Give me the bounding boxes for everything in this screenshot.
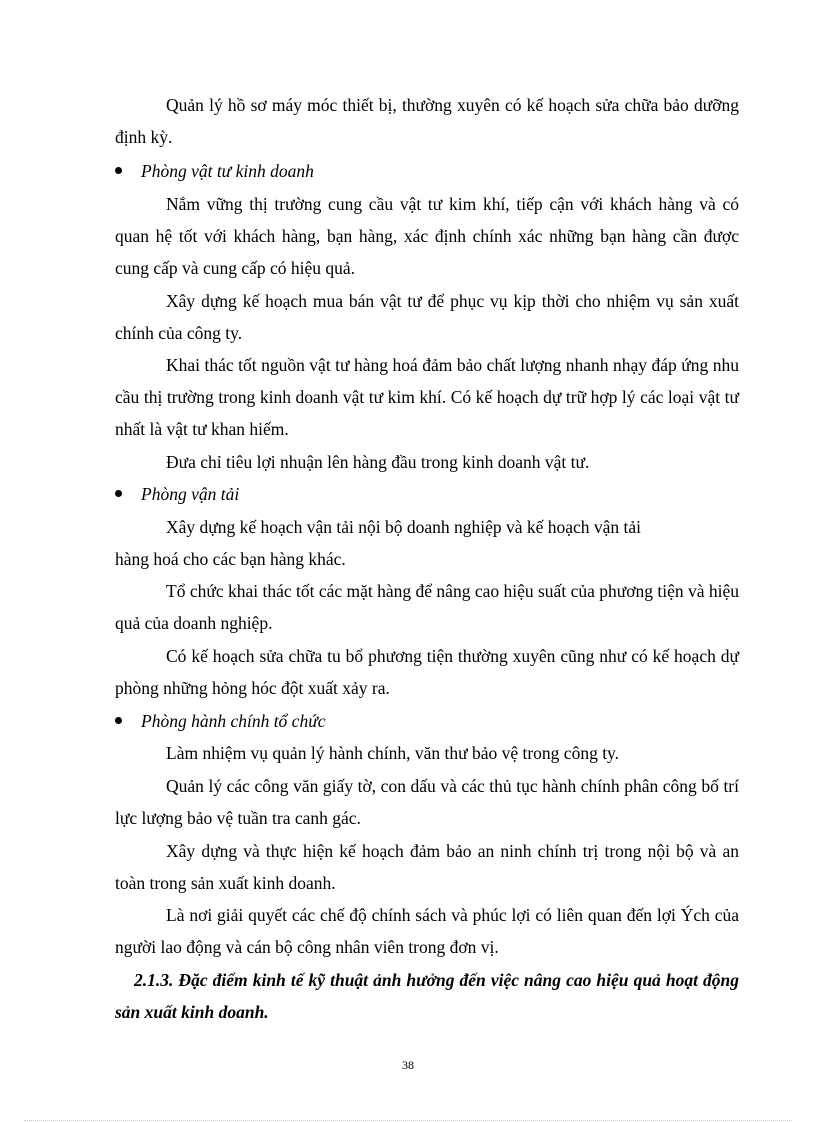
- paragraph: hàng hoá cho các bạn hàng khác.: [115, 549, 346, 569]
- bullet-item: [115, 478, 239, 510]
- bullet-label: Phòng vật tư kinh doanh: [141, 161, 314, 181]
- page-bottom-border: [24, 1120, 792, 1121]
- paragraph: Khai thác tốt nguồn vật tư hàng hoá đảm bảo chất lượng nhanh nhạy đáp ứng nhu cầu thị trường trong kinh doanh vật tư kim khí. Có kế hoạch dự trữ hợp lý các loại vật tư nhất là vật tư khan hiếm.: [115, 355, 739, 439]
- paragraph: Đưa chỉ tiêu lợi nhuận lên hàng đầu trong kinh doanh vật tư.: [166, 452, 590, 472]
- paragraph: Quản lý các công văn giấy tờ, con dấu và các thủ tục hành chính phân công bố trí lực lượng bảo vệ tuần tra canh gác.: [115, 776, 739, 828]
- bullet-item: [115, 705, 326, 737]
- section-heading: 2.1.3. Đặc điểm kinh tế kỹ thuật ảnh hưởng đến việc nâng cao hiệu quả hoạt động sản xuất kinh doanh.: [115, 970, 739, 1022]
- bullet-item: [115, 155, 314, 187]
- paragraph: Là nơi giải quyết các chế độ chính sách và phúc lợi có liên quan đến lợi Ých của người lao động và cán bộ công nhân viên trong đơn vị.: [115, 905, 739, 957]
- paragraph: Có kế hoạch sửa chữa tu bổ phương tiện thường xuyên cũng như có kế hoạch dự phòng những hỏng hóc đột xuất xảy ra.: [115, 646, 739, 698]
- paragraph: Nắm vững thị trường cung cầu vật tư kim khí, tiếp cận với khách hàng và có quan hệ tốt với khách hàng, bạn hàng, xác định chính xác những bạn hàng cần được cung cấp và cung cấp có hiệu quả.: [115, 194, 739, 278]
- paragraph: Xây dựng kế hoạch vận tải nội bộ doanh nghiệp và kế hoạch vận tải: [166, 517, 642, 537]
- bullet-icon: [115, 490, 122, 497]
- bullet-label: Phòng hành chính tổ chức: [141, 711, 326, 731]
- paragraph: Làm nhiệm vụ quản lý hành chính, văn thư bảo vệ trong công ty.: [166, 743, 620, 763]
- paragraph: Xây dựng và thực hiện kế hoạch đảm bảo an ninh chính trị trong nội bộ và an toàn trong sản xuất kinh doanh.: [115, 841, 739, 893]
- bullet-icon: [115, 167, 122, 174]
- paragraph: Quản lý hồ sơ máy móc thiết bị, thường xuyên có kế hoạch sửa chữa bảo dưỡng định kỳ.: [115, 95, 739, 147]
- bullet-label: Phòng vận tải: [141, 484, 240, 504]
- bullet-icon: [115, 717, 122, 724]
- paragraph: Xây dựng kế hoạch mua bán vật tư để phục vụ kịp thời cho nhiệm vụ sản xuất chính của công ty.: [115, 291, 739, 343]
- paragraph: Tổ chức khai thác tốt các mặt hàng để nâng cao hiệu suất của phương tiện và hiệu quả của doanh nghiệp.: [115, 581, 739, 633]
- page-number: 38: [402, 1058, 414, 1072]
